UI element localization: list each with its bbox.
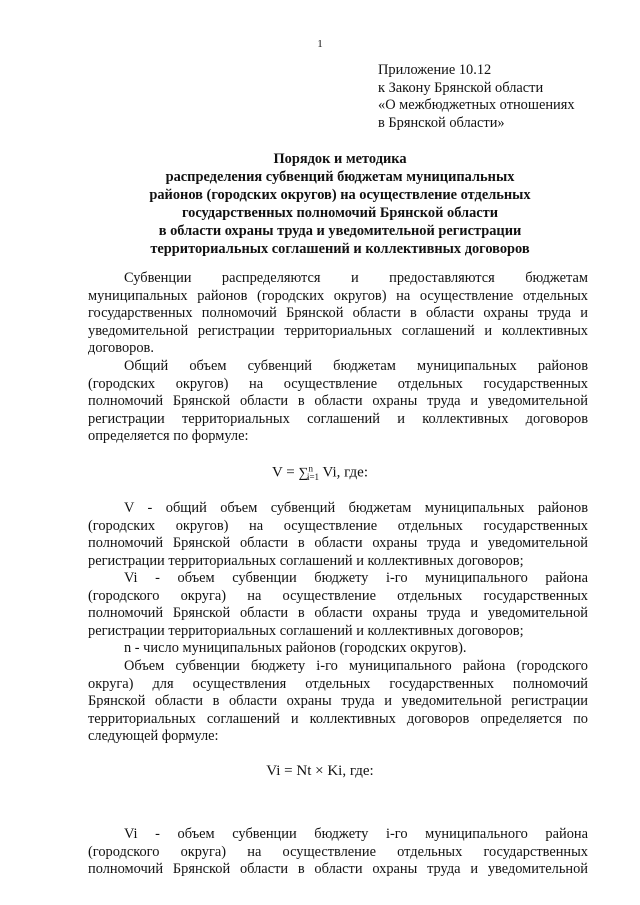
title-line: Порядок и методика bbox=[273, 151, 407, 167]
formula-vi: Vi = Nt × Ki, где: bbox=[266, 763, 374, 779]
appendix-header bbox=[378, 62, 618, 132]
paragraph-subsidy-volume bbox=[88, 658, 588, 746]
text-line: муниципальных районов (городских округов) на осуществление отдельных bbox=[88, 287, 588, 304]
text-line: Vi - объем субвенции бюджету i-го муниципального района bbox=[124, 826, 588, 842]
text-line: Общий объем субвенций бюджетам муниципальных районов bbox=[124, 358, 588, 374]
appendix-line: в Брянской области» bbox=[378, 114, 505, 131]
paragraph-vi-definition-2 bbox=[88, 826, 588, 879]
paragraph-v-definition bbox=[88, 500, 588, 570]
text-line: следующей формуле: bbox=[88, 728, 219, 744]
sum-symbol bbox=[298, 463, 320, 483]
paragraph-total-volume bbox=[88, 358, 588, 446]
text-line: (городского округа) на осуществление отдельных государственных bbox=[88, 843, 588, 860]
text-line: округа) для осуществления отдельных государственных полномочий bbox=[88, 675, 588, 692]
document-title bbox=[80, 150, 600, 258]
formula-total bbox=[0, 460, 640, 487]
text-line: Брянской области в области охраны труда и уведомительной регистрации bbox=[88, 693, 588, 709]
text-line: полномочий Брянской области в области охраны труда и уведомительной bbox=[88, 861, 588, 877]
text-line: договоров. bbox=[88, 340, 154, 356]
text-line: уведомительной регистрации территориальных соглашений и коллективных bbox=[88, 322, 588, 339]
appendix-line: «О межбюджетных отношениях bbox=[378, 97, 575, 113]
sum-sign: ∑ bbox=[298, 465, 309, 481]
text-line: Vi - объем субвенции бюджету i-го муниципального района bbox=[124, 570, 588, 586]
paragraph-vi-definition bbox=[88, 570, 588, 640]
text-line: полномочий Брянской области в области охраны труда и уведомительной bbox=[88, 393, 588, 409]
title-line: распределения субвенций бюджетам муниципальных bbox=[165, 169, 515, 185]
text-line: (городских округов) на осуществление отдельных государственных bbox=[88, 375, 588, 392]
formula-rhs: Vi, где: bbox=[319, 464, 369, 481]
page-number: 1 bbox=[317, 38, 323, 50]
title-line: территориальных соглашений и коллективных договоров bbox=[150, 241, 530, 257]
text-line: полномочий Брянской области в области охраны труда и уведомительной bbox=[88, 605, 588, 621]
text-line: (городского округа) на осуществление отдельных государственных bbox=[88, 587, 588, 604]
title-line: государственных полномочий Брянской области bbox=[181, 205, 499, 221]
text-line: определяется по формуле: bbox=[88, 428, 249, 444]
text-line: n - число муниципальных районов (городских округов). bbox=[124, 640, 467, 656]
text-line: Субвенции распределяются и предоставляются бюджетам bbox=[124, 270, 588, 286]
text-line: (городских округов) на осуществление отдельных государственных bbox=[88, 517, 588, 534]
text-line: регистрации территориальных соглашений и коллективных договоров; bbox=[88, 552, 524, 569]
paragraph-n-definition bbox=[88, 640, 588, 658]
appendix-line: к Закону Брянской области bbox=[378, 79, 544, 96]
formula-lhs: V = bbox=[271, 464, 299, 481]
paragraph-subsidies bbox=[88, 270, 588, 358]
title-line: районов (городских округов) на осуществление отдельных bbox=[149, 187, 531, 203]
text-line: территориальных соглашений и коллективных договоров определяется по bbox=[88, 710, 588, 727]
sum-upper-limit: n bbox=[308, 463, 313, 473]
text-line: государственных полномочий Брянской области в области охраны труда и bbox=[88, 305, 588, 321]
text-line: полномочий Брянской области в области охраны труда и уведомительной bbox=[88, 535, 588, 551]
appendix-line: Приложение 10.12 bbox=[378, 62, 492, 78]
text-line: V - общий объем субвенций бюджетам муниципальных районов bbox=[124, 500, 588, 516]
text-line: регистрации территориальных соглашений и коллективных договоров; bbox=[88, 622, 524, 639]
sum-lower-limit: i=1 bbox=[306, 472, 320, 483]
title-line: в области охраны труда и уведомительной регистрации bbox=[158, 223, 522, 239]
text-line: Объем субвенции бюджету i-го муниципального района (городского bbox=[124, 658, 588, 674]
text-line: регистрации территориальных соглашений и коллективных договоров bbox=[88, 410, 588, 427]
